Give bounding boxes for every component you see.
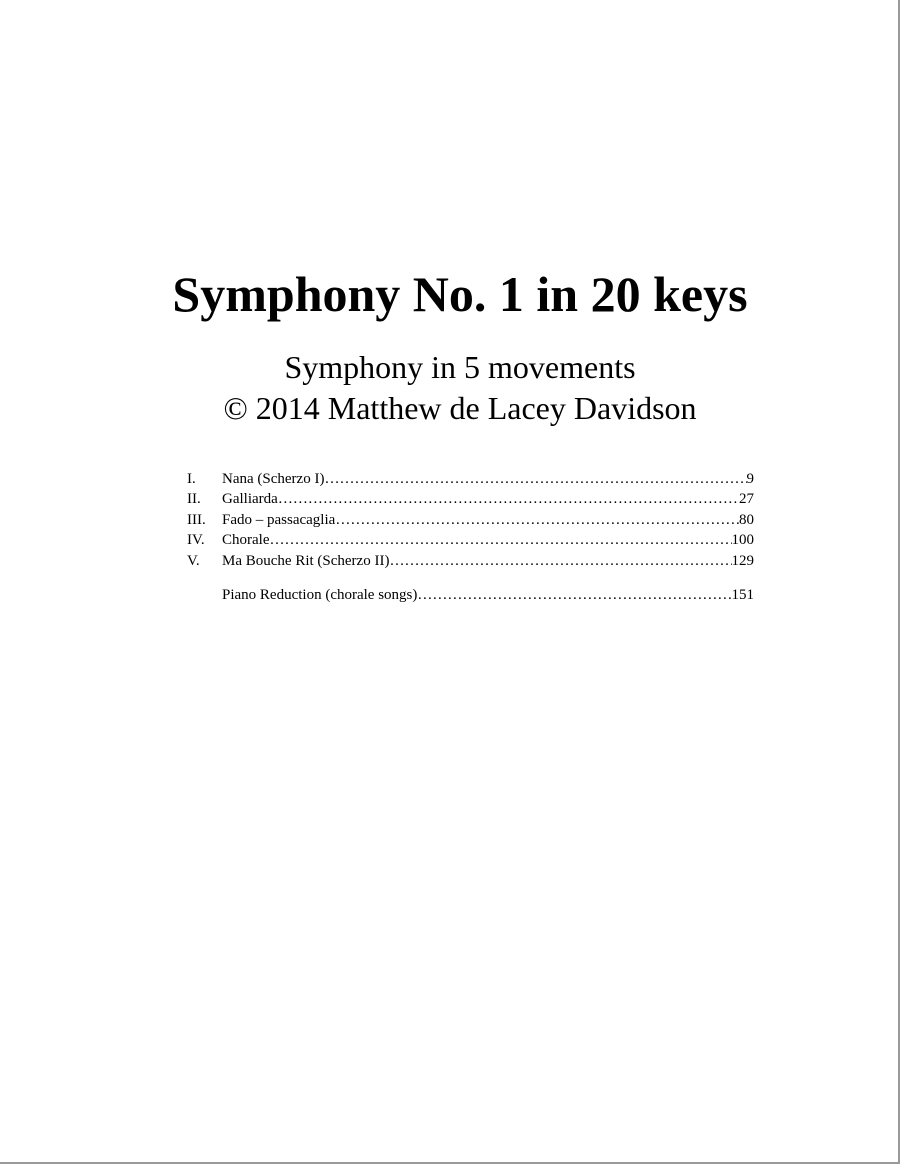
toc-entry-number: IV. xyxy=(187,532,205,549)
toc-entry-title: Ma Bouche Rit (Scherzo II) xyxy=(222,552,390,569)
toc-entry-movement-3 xyxy=(187,510,754,530)
document-subtitle: Symphony in 5 movements xyxy=(284,349,636,385)
toc-entry-page: 129 xyxy=(731,552,754,569)
toc-dot-leader xyxy=(324,469,746,489)
copyright-notice: © 2014 Matthew de Lacey Davidson xyxy=(223,390,697,426)
toc-entry-number: V. xyxy=(187,552,200,569)
toc-entry-title: Chorale xyxy=(222,532,270,549)
document-title: Symphony No. 1 in 20 keys xyxy=(172,266,748,322)
toc-entry-title: Galliarda xyxy=(222,491,278,508)
toc-entry-page: 100 xyxy=(731,532,754,549)
table-of-contents xyxy=(187,469,754,605)
toc-dot-leader xyxy=(335,510,739,530)
toc-dot-leader xyxy=(278,489,739,509)
toc-entry-page: 151 xyxy=(731,586,754,603)
toc-entry-movement-4 xyxy=(187,530,754,550)
toc-entry-number: II. xyxy=(187,491,201,508)
toc-entry-page: 27 xyxy=(739,491,754,508)
toc-dot-leader xyxy=(417,585,731,605)
toc-entry-piano-reduction xyxy=(187,585,754,605)
toc-dot-leader xyxy=(269,530,731,550)
toc-entry-movement-2 xyxy=(187,489,754,509)
toc-entry-page: 9 xyxy=(746,471,754,487)
toc-entry-number: I. xyxy=(187,471,196,487)
toc-entry-title: Piano Reduction (chorale songs) xyxy=(222,586,418,603)
toc-entry-title: Nana (Scherzo I) xyxy=(222,471,325,487)
toc-dot-leader xyxy=(389,551,731,571)
toc-entry-movement-5 xyxy=(187,551,754,571)
toc-entry-title: Fado – passacaglia xyxy=(222,511,336,528)
toc-entry-number: III. xyxy=(187,511,206,528)
toc-entry-page: 80 xyxy=(739,511,754,528)
toc-entry-movement-1 xyxy=(187,469,754,489)
